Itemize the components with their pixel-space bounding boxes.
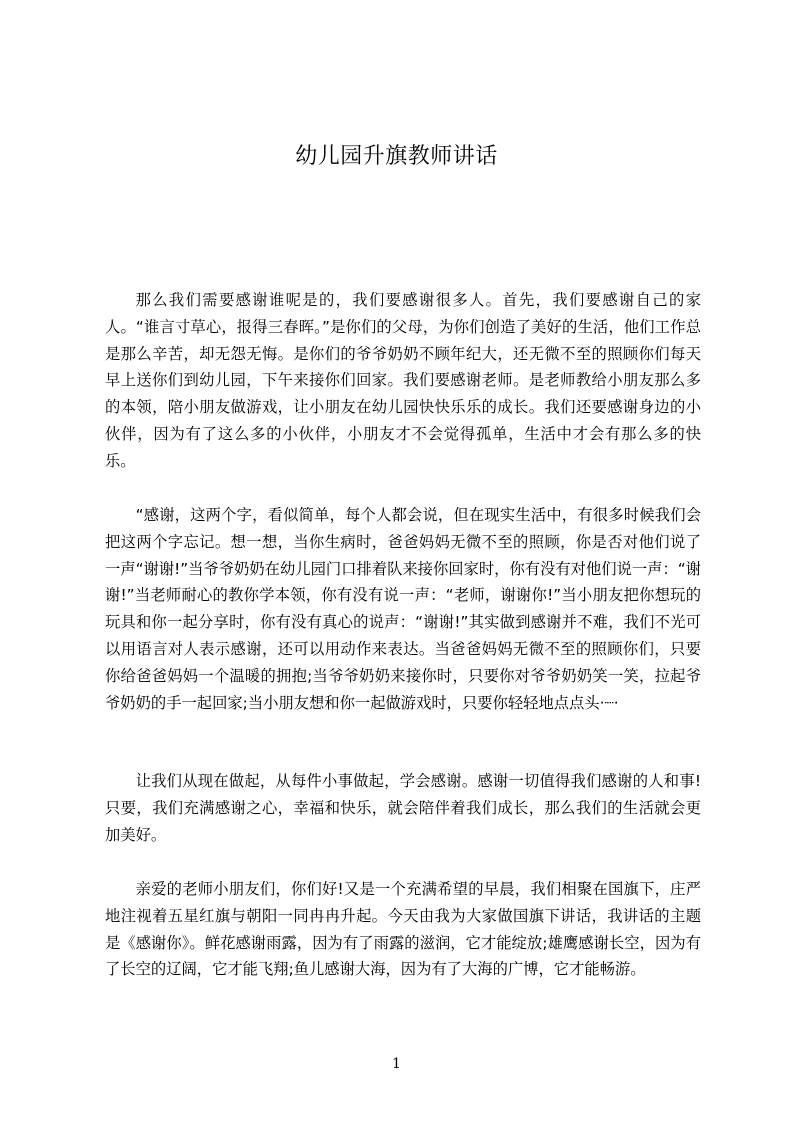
page-number: 1 <box>392 1056 401 1072</box>
paragraph-family-thanks: 那么我们需要感谢谁呢是的，我们要感谢很多人。首先，我们要感谢自己的家人。“谁言寸草心，报得三春晖。”是你们的父母，为你们创造了美好的生活，他们工作总是那么辛苦，却无怨无悔。是你们的爷爷奶奶不顾年纪大，还无微不至的照顾你们每天早上送你们到幼儿园，下午来接你们回家。我们要感谢老师。是老师教给小朋友那么多的本领，陪小朋友做游戏，让小朋友在幼儿园快快乐乐的成长。我们还要感谢身边的小伙伴，因为有了这么多的小伙伴，小朋友才不会觉得孤单，生活中才会有那么多的快乐。 <box>105 291 701 470</box>
paragraph-start-now: 让我们从现在做起，从每件小事做起，学会感谢。感谢一切值得我们感谢的人和事!只要，我们充满感谢之心，幸福和快乐，就会陪伴着我们成长，那么我们的生活就会更加美好。 <box>105 772 701 844</box>
paragraph-greeting: 亲爱的老师小朋友们，你们好!又是一个充满希望的早晨，我们相聚在国旗下，庄严地注视着五星红旗与朝阳一同冉冉升起。今天由我为大家做国旗下讲话，我讲话的主题是《感谢你》。鲜花感谢雨露，因为有了雨露的滋润，它才能绽放;雄鹰感谢长空，因为有了长空的辽阔，它才能飞翔;鱼儿感谢大海，因为有了大海的广博，它才能畅游。 <box>105 880 701 979</box>
document-title: 幼儿园升旗教师讲话 <box>295 144 498 169</box>
paragraph-say-thanks: “感谢，这两个字，看似简单，每个人都会说，但在现实生活中，有很多时候我们会把这两个字忘记。想一想，当你生病时，爸爸妈妈无微不至的照顾，你是否对他们说了一声“谢谢!”当爷爷奶奶在幼儿园门口排着队来接你回家时，你有没有对他们说一声：“谢谢!”当老师耐心的教你学本领，你有没有说一声：“老师，谢谢你!”当小朋友把你想玩的玩具和你一起分享时，你有没有真心的说声：“谢谢!”其实做到感谢并不难，我们不光可以用语言对人表示感谢，还可以用动作来表达。当爸爸妈妈无微不至的照顾你们，只要你给爸爸妈妈一个温暖的拥抱;当爷爷奶奶来接你时，只要你对爷爷奶奶笑一笑，拉起爷爷奶奶的手一起回家;当小朋友想和你一起做游戏时，只要你轻轻地点点头·┈· <box>105 506 701 712</box>
